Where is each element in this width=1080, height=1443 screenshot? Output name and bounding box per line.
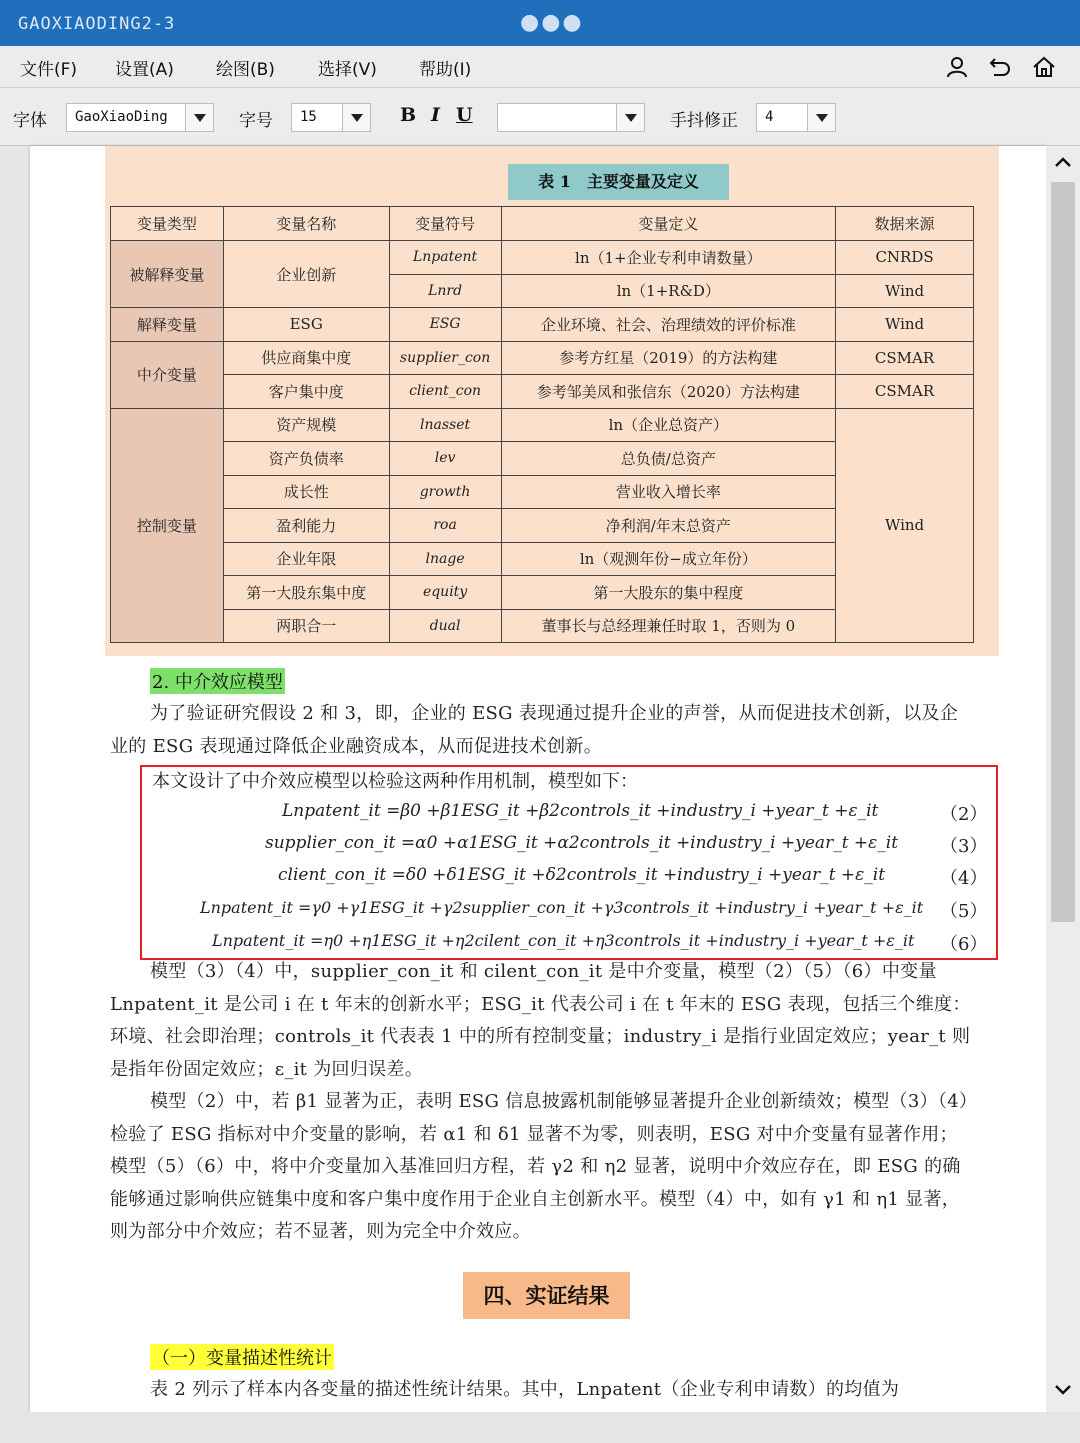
- equation-4: client_con_it =δ0 +δ1ESG_it +δ2controls_it +industry_i +year_t +ε_it: [278, 865, 886, 885]
- window-menu-dots[interactable]: ●●●: [520, 10, 584, 35]
- table-header-row: [111, 207, 974, 241]
- var-source: CSMAR: [836, 375, 974, 409]
- var-name: ESG: [223, 308, 389, 342]
- jitter-select[interactable]: [756, 103, 836, 132]
- equation-3: supplier_con_it =α0 +α1ESG_it +α2controls_it +industry_i +year_t +ε_it: [265, 833, 899, 853]
- font-select-value: GaoXiaoDing: [75, 109, 168, 125]
- table-panel: [105, 146, 999, 656]
- font-label: 字体: [13, 111, 47, 131]
- var-name: 企业年限: [223, 542, 389, 576]
- var-definition: ln（观测年份−成立年份）: [501, 542, 836, 576]
- var-name: 两职合一: [223, 609, 389, 643]
- paragraph-model-interpretation: [110, 1086, 975, 1249]
- var-definition: 营业收入增长率: [501, 475, 836, 509]
- var-source: CNRDS: [836, 241, 974, 275]
- equation-5-number: （5）: [940, 901, 988, 922]
- home-icon[interactable]: [1032, 55, 1056, 79]
- var-name: 资产规模: [223, 408, 389, 442]
- table-row: [111, 241, 974, 275]
- format-toolbar: [0, 88, 1080, 146]
- paragraph-model-interpretation-text: 模型（2）中，若 β1 显著为正，表明 ESG 信息披露机制能够显著提升企业创新绩效；模型（3）（4）检验了 ESG 指标对中介变量的影响，若 α1 和 δ1 显著不为零，则表明，ESG 对中介变量有显著作用；模型（5）（6）中，将中介变量加入基准回归方程，若 γ2 和 η2 显著，说明中介效应存在，即 ESG 的确能够通过影响供应链集中度和客户集中度作用于企业自主创新水平。模型（4）中，如有 γ1 和 η1 显著，则为部分中介效应；若不显著，则为完全中介效应。: [110, 1091, 969, 1242]
- var-name: 盈利能力: [223, 509, 389, 543]
- variable-table: [110, 206, 974, 643]
- table-row: [111, 308, 974, 342]
- bold-button[interactable]: B: [400, 104, 417, 126]
- scroll-down-chevron-icon[interactable]: [1054, 1380, 1072, 1398]
- table-header-cell: 数据来源: [836, 207, 974, 241]
- equation-3-number: （3）: [940, 836, 988, 857]
- equation-2: Lnpatent_it =β0 +β1ESG_it +β2controls_it +industry_i +year_t +ε_it: [282, 801, 879, 821]
- jitter-select-value: 4: [765, 109, 774, 125]
- var-name: 成长性: [223, 475, 389, 509]
- table-row: [111, 375, 974, 409]
- paragraph-variable-explanation: [110, 956, 975, 1086]
- var-symbol: lnage: [389, 542, 501, 576]
- table-row: [111, 408, 974, 442]
- var-definition: ln（1+企业专利申请数量）: [501, 241, 836, 275]
- style-dropdown-arrow-icon[interactable]: [616, 104, 644, 131]
- document-page[interactable]: [30, 146, 1046, 1412]
- user-icon[interactable]: [945, 55, 969, 79]
- bottom-margin: [0, 1412, 1080, 1443]
- paragraph-hypothesis-text: 为了验证研究假设 2 和 3，即，企业的 ESG 表现通过提升企业的声誉，从而促进技术创新，以及企业的 ESG 表现通过降低企业融资成本，从而促进技术创新。: [110, 703, 959, 757]
- var-symbol: Lnpatent: [389, 241, 501, 275]
- jitter-dropdown-arrow-icon[interactable]: [807, 104, 835, 131]
- table-header-cell: 变量类型: [111, 207, 224, 241]
- size-select-value: 15: [300, 109, 317, 125]
- undo-icon[interactable]: [988, 55, 1012, 79]
- var-type: 被解释变量: [111, 241, 224, 308]
- vertical-scrollbar[interactable]: [1046, 146, 1080, 1412]
- var-definition: 企业环境、社会、治理绩效的评价标准: [501, 308, 836, 342]
- menu-settings[interactable]: 设置(A): [115, 60, 174, 80]
- font-dropdown-arrow-icon[interactable]: [185, 104, 213, 131]
- underline-button[interactable]: U: [456, 104, 473, 126]
- var-definition: 参考邹美凤和张信东（2020）方法构建: [501, 375, 836, 409]
- menu-help[interactable]: 帮助(I): [419, 60, 472, 80]
- paragraph-descriptive-stats: [110, 1374, 975, 1407]
- table-row: [111, 341, 974, 375]
- var-name: 资产负债率: [223, 442, 389, 476]
- scroll-thumb[interactable]: [1051, 182, 1075, 922]
- size-label: 字号: [239, 111, 273, 131]
- var-source: Wind: [836, 408, 974, 643]
- table-header-cell: 变量定义: [501, 207, 836, 241]
- model-intro-text: 本文设计了中介效应模型以检验这两种作用机制，模型如下：: [152, 771, 638, 792]
- var-name: 客户集中度: [223, 375, 389, 409]
- equation-6-number: （6）: [940, 934, 988, 955]
- title-bar: [0, 0, 1080, 46]
- var-definition: 总负债/总资产: [501, 442, 836, 476]
- paragraph-hypothesis: [110, 698, 975, 763]
- var-definition: ln（1+R&D）: [501, 274, 836, 308]
- menu-file[interactable]: 文件(F): [20, 60, 78, 80]
- var-definition: 董事长与总经理兼任时取 1，否则为 0: [501, 609, 836, 643]
- window-title: GAOXIAODING2-3: [18, 14, 176, 34]
- font-select[interactable]: [66, 103, 214, 132]
- section-title-empirical-results: 四、实证结果: [463, 1272, 630, 1319]
- var-source: Wind: [836, 308, 974, 342]
- menu-draw[interactable]: 绘图(B): [216, 60, 275, 80]
- var-symbol: ESG: [389, 308, 501, 342]
- section-heading-mediation: 2. 中介效应模型: [150, 668, 285, 694]
- paragraph-variable-explanation-text: 模型（3）（4）中，supplier_con_it 和 cilent_con_it 是中介变量，模型（2）（5）（6）中变量 Lnpatent_it 是公司 i 在 t 年末的创新水平；ESG_it 代表公司 i 在 t 年末的 ESG 表现，包括三个维度：环境、社会即治理；controls_it 代表表 1 中的所有控制变量；industry_i 是指行业固定效应；year_t 则是指年份固定效应；ε_it 为回归误差。: [110, 961, 971, 1080]
- var-symbol: roa: [389, 509, 501, 543]
- model-highlight-box: [140, 765, 998, 960]
- equation-2-number: （2）: [940, 804, 988, 825]
- var-definition: 参考方红星（2019）的方法构建: [501, 341, 836, 375]
- var-symbol: client_con: [389, 375, 501, 409]
- italic-button[interactable]: I: [431, 104, 440, 126]
- var-source: CSMAR: [836, 341, 974, 375]
- var-type: 控制变量: [111, 408, 224, 643]
- equation-6: Lnpatent_it =η0 +η1ESG_it +η2cilent_con_it +η3controls_it +industry_i +year_t +ε_it: [212, 931, 915, 950]
- jitter-label: 手抖修正: [670, 111, 738, 131]
- subsection-heading-descriptive-stats: （一）变量描述性统计: [150, 1344, 334, 1370]
- var-definition: ln（企业总资产）: [501, 408, 836, 442]
- style-select[interactable]: [497, 103, 645, 132]
- size-dropdown-arrow-icon[interactable]: [342, 104, 370, 131]
- var-definition: 第一大股东的集中程度: [501, 576, 836, 610]
- equation-5: Lnpatent_it =γ0 +γ1ESG_it +γ2supplier_con_it +γ3controls_it +industry_i +year_t +ε_it: [200, 898, 924, 917]
- scroll-up-chevron-icon[interactable]: [1054, 154, 1072, 172]
- var-name: 企业创新: [223, 241, 389, 308]
- var-symbol: Lnrd: [389, 274, 501, 308]
- table-caption: 表 1 主要变量及定义: [508, 164, 729, 200]
- table-header-cell: 变量符号: [389, 207, 501, 241]
- menu-select[interactable]: 选择(V): [318, 60, 377, 80]
- table-header-cell: 变量名称: [223, 207, 389, 241]
- var-source: Wind: [836, 274, 974, 308]
- var-symbol: growth: [389, 475, 501, 509]
- size-select[interactable]: [291, 103, 371, 132]
- var-symbol: equity: [389, 576, 501, 610]
- var-symbol: dual: [389, 609, 501, 643]
- var-name: 供应商集中度: [223, 341, 389, 375]
- var-name: 第一大股东集中度: [223, 576, 389, 610]
- var-symbol: lev: [389, 442, 501, 476]
- var-type: 解释变量: [111, 308, 224, 342]
- var-symbol: lnasset: [389, 408, 501, 442]
- paragraph-descriptive-stats-text: 表 2 列示了样本内各变量的描述性统计结果。其中，Lnpatent（企业专利申请数）的均值为: [150, 1379, 900, 1400]
- menu-bar: [0, 46, 1080, 88]
- var-type: 中介变量: [111, 341, 224, 408]
- equation-4-number: （4）: [940, 868, 988, 889]
- var-definition: 净利润/年末总资产: [501, 509, 836, 543]
- var-symbol: supplier_con: [389, 341, 501, 375]
